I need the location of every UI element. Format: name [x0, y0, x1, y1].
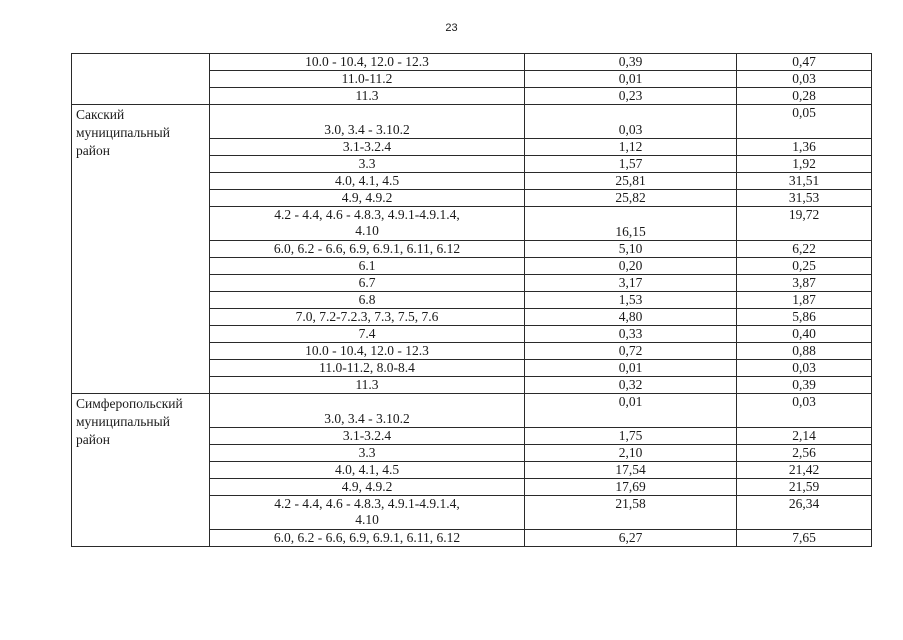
land-use-codes-cell: 4.9, 4.9.2: [210, 190, 525, 207]
coefficient-value-2: 19,72: [737, 207, 872, 241]
land-use-codes-line: 4.2 - 4.4, 4.6 - 4.8.3, 4.9.1-4.9.1.4,: [274, 207, 460, 222]
land-use-codes-cell: 3.1-3.2.4: [210, 139, 525, 156]
land-use-codes-cell: 10.0 - 10.4, 12.0 - 12.3: [210, 343, 525, 360]
coefficient-value-1: 25,81: [525, 173, 737, 190]
land-use-codes-cell: 6.0, 6.2 - 6.6, 6.9, 6.9.1, 6.11, 6.12: [210, 241, 525, 258]
land-use-codes-cell: 4.9, 4.9.2: [210, 479, 525, 496]
table-row: [72, 105, 872, 139]
land-use-codes-cell: 10.0 - 10.4, 12.0 - 12.3: [210, 54, 525, 71]
coefficient-value-2: 0,25: [737, 258, 872, 275]
coefficient-value-1: 25,82: [525, 190, 737, 207]
land-use-codes-cell: 11.0-11.2, 8.0-8.4: [210, 360, 525, 377]
land-use-codes-cell: 11.0-11.2: [210, 71, 525, 88]
land-use-codes-cell: [210, 496, 525, 530]
coefficient-value-1: 0,72: [525, 343, 737, 360]
coefficient-value-2: 1,92: [737, 156, 872, 173]
land-use-codes-cell: 6.1: [210, 258, 525, 275]
coefficient-value-2: 0,47: [737, 54, 872, 71]
coefficient-value-1: 0,23: [525, 88, 737, 105]
coefficient-value-2: 31,51: [737, 173, 872, 190]
coefficient-value-1: 0,01: [525, 360, 737, 377]
coefficient-value-2: 1,36: [737, 139, 872, 156]
land-use-codes-cell: 4.0, 4.1, 4.5: [210, 462, 525, 479]
coefficient-value-2: 0,28: [737, 88, 872, 105]
coefficient-value-1: 1,53: [525, 292, 737, 309]
coefficient-value-1: 1,12: [525, 139, 737, 156]
coefficient-value-1: 4,80: [525, 309, 737, 326]
land-use-codes-cell: [210, 207, 525, 241]
land-use-codes-cell: 11.3: [210, 88, 525, 105]
coefficient-value-1: 0,20: [525, 258, 737, 275]
land-use-codes-cell: 7.4: [210, 326, 525, 343]
coefficient-value-1: 0,32: [525, 377, 737, 394]
region-name-cell: [72, 54, 210, 105]
coefficient-value-2: 1,87: [737, 292, 872, 309]
coefficient-value-2: 3,87: [737, 275, 872, 292]
coefficient-value-2: 0,03: [737, 360, 872, 377]
coefficient-value-2: 0,03: [737, 71, 872, 88]
coefficient-value-1: 0,01: [525, 394, 737, 428]
coefficient-value-2: 26,34: [737, 496, 872, 530]
coefficient-value-2: 31,53: [737, 190, 872, 207]
coefficient-value-2: 2,14: [737, 428, 872, 445]
coefficient-value-2: 0,88: [737, 343, 872, 360]
coefficient-value-1: 2,10: [525, 445, 737, 462]
coefficient-value-1: 0,01: [525, 71, 737, 88]
table-row: [72, 394, 872, 428]
region-name-cell: Симферопольский муниципальный район: [72, 394, 210, 547]
coefficient-value-2: 21,59: [737, 479, 872, 496]
coefficient-value-2: 2,56: [737, 445, 872, 462]
coefficient-value-2: 0,39: [737, 377, 872, 394]
page-number: 23: [445, 22, 458, 34]
coefficient-value-1: 1,75: [525, 428, 737, 445]
coefficient-value-2: 21,42: [737, 462, 872, 479]
coefficient-value-1: 6,27: [525, 530, 737, 547]
land-use-codes-cell: 3.3: [210, 156, 525, 173]
land-use-codes-cell: 7.0, 7.2-7.2.3, 7.3, 7.5, 7.6: [210, 309, 525, 326]
land-use-codes-cell: 11.3: [210, 377, 525, 394]
coefficient-value-1: 1,57: [525, 156, 737, 173]
land-use-codes-line: 4.2 - 4.4, 4.6 - 4.8.3, 4.9.1-4.9.1.4,: [274, 496, 460, 511]
land-use-codes-line: 4.10: [355, 512, 379, 527]
coefficient-value-2: 7,65: [737, 530, 872, 547]
coefficient-value-2: 6,22: [737, 241, 872, 258]
land-use-codes-line: 4.10: [355, 223, 379, 238]
coefficient-value-1: 16,15: [525, 207, 737, 241]
coefficient-value-2: 5,86: [737, 309, 872, 326]
coefficient-value-1: 5,10: [525, 241, 737, 258]
coefficient-value-1: 21,58: [525, 496, 737, 530]
region-name-cell: Сакский муниципальный район: [72, 105, 210, 394]
coefficient-value-2: 0,05: [737, 105, 872, 139]
coefficient-value-1: 3,17: [525, 275, 737, 292]
land-use-codes-cell: 6.7: [210, 275, 525, 292]
tariff-table: [71, 53, 872, 547]
land-use-codes-cell: 3.3: [210, 445, 525, 462]
land-use-codes-cell: 3.1-3.2.4: [210, 428, 525, 445]
coefficient-value-1: 0,03: [525, 105, 737, 139]
coefficient-value-2: 0,03: [737, 394, 872, 428]
coefficient-value-1: 17,54: [525, 462, 737, 479]
coefficient-value-2: 0,40: [737, 326, 872, 343]
coefficient-value-1: 0,33: [525, 326, 737, 343]
land-use-codes-cell: 6.8: [210, 292, 525, 309]
table-row: [72, 54, 872, 71]
coefficient-value-1: 17,69: [525, 479, 737, 496]
land-use-codes-cell: 3.0, 3.4 - 3.10.2: [210, 394, 525, 428]
coefficient-value-1: 0,39: [525, 54, 737, 71]
land-use-codes-cell: 4.0, 4.1, 4.5: [210, 173, 525, 190]
land-use-codes-cell: 6.0, 6.2 - 6.6, 6.9, 6.9.1, 6.11, 6.12: [210, 530, 525, 547]
land-use-codes-cell: 3.0, 3.4 - 3.10.2: [210, 105, 525, 139]
